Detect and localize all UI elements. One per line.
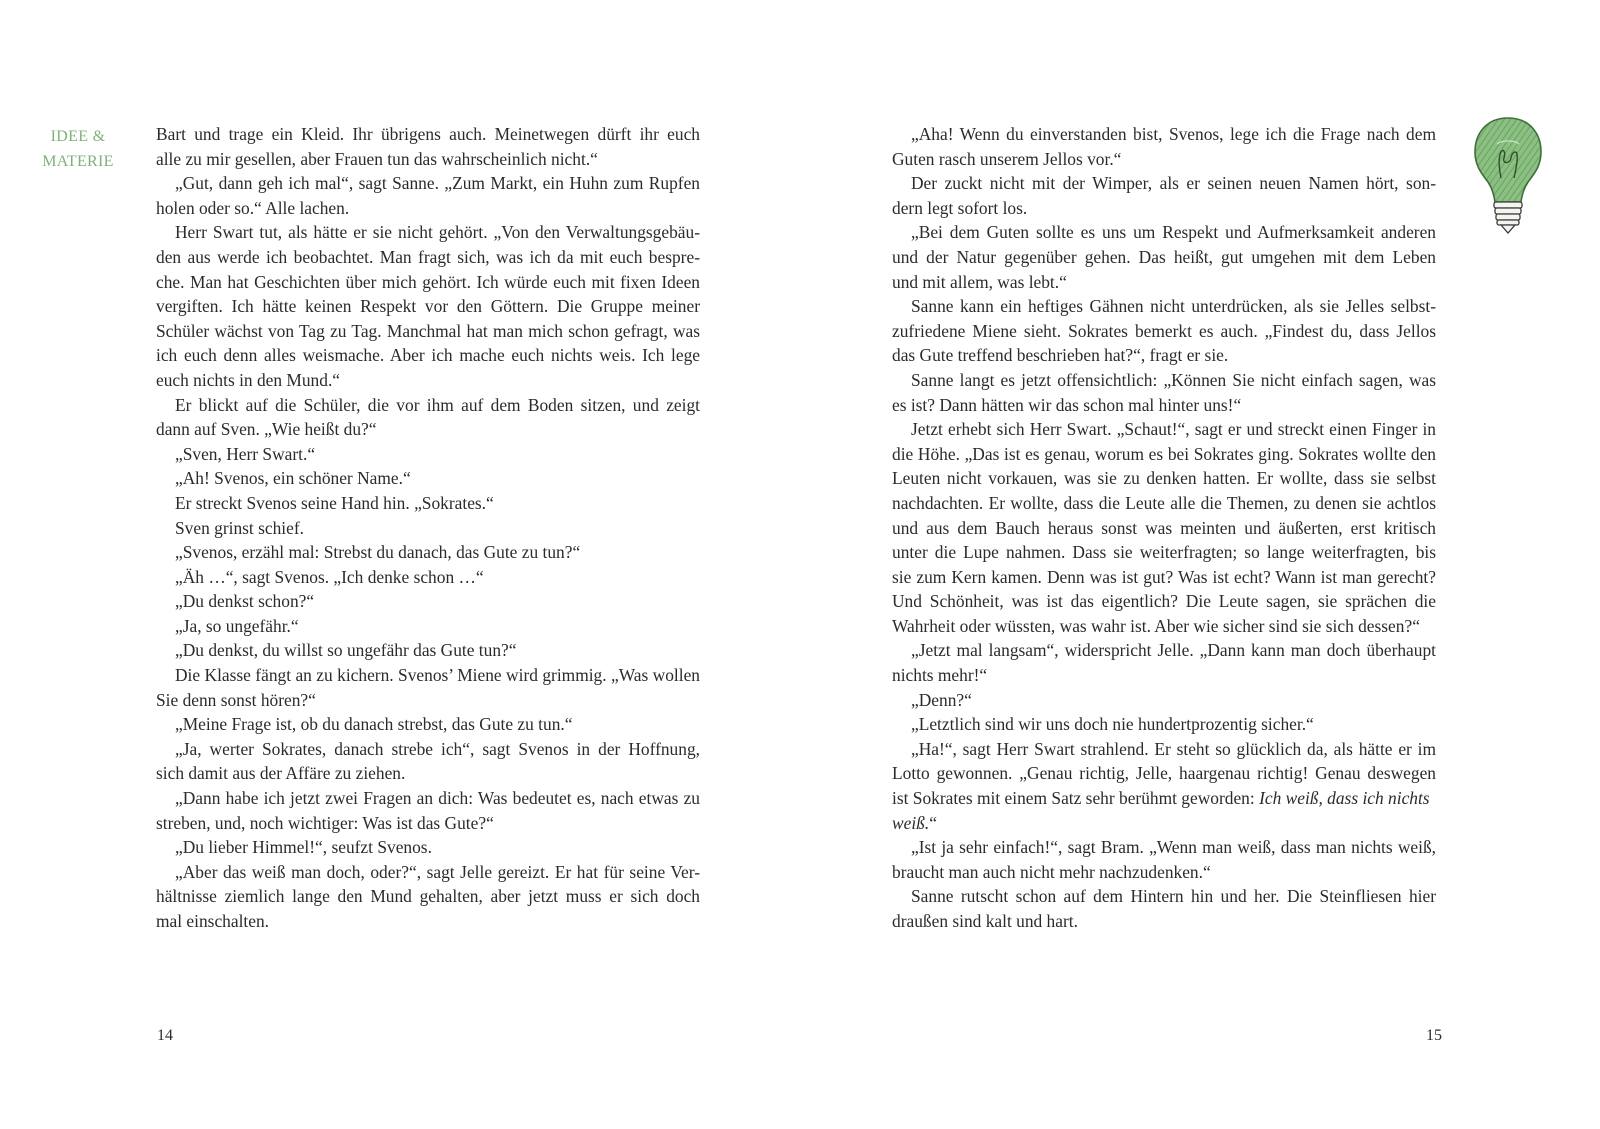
- text-line: die Höhe. „Das ist es genau, worum es bei Sokrates ging. Sokrates wollte den: [892, 443, 1436, 464]
- text-line: ich euch denn alles weismache. Aber ich mache euch nichts weis. Ich lege: [156, 345, 700, 366]
- text-line: Lotto gewonnen. „Genau richtig, Jelle, haargenau richtig! Genau deswegen: [892, 763, 1436, 784]
- text-line: nichts mehr!“: [892, 665, 988, 686]
- text-line: und aus dem Bauch heraus sonst was meinten und äußerten, erst kritisch: [892, 517, 1436, 538]
- text-line: [892, 811, 1436, 836]
- text-line: „Aha! Wenn du einverstanden bist, Svenos, lege ich die Frage nach dem: [911, 124, 1436, 144]
- text-line: Er streckt Svenos seine Hand hin. „Sokrates.“: [175, 492, 494, 513]
- text-line: „Jetzt mal langsam“, widerspricht Jelle. „Dann kann man doch überhaupt: [911, 640, 1436, 661]
- text-line: „Du lieber Himmel!“, seufzt Svenos.: [175, 837, 432, 858]
- text-line: Bart und trage ein Kleid. Ihr übrigens auch. Meinetwegen dürft ihr euch: [156, 124, 700, 144]
- text-line: „Ist ja sehr einfach!“, sagt Bram. „Wenn man weiß, dass man nichts weiß,: [911, 837, 1436, 858]
- text-line: „Du denkst schon?“: [175, 591, 315, 612]
- text-line: Schüler wächst von Tag zu Tag. Manchmal hat man mich schon gefragt, was: [156, 320, 700, 341]
- text-line: Sanne rutscht schon auf dem Hintern hin und her. Die Steinfliesen hier: [911, 886, 1436, 907]
- text-line: Guten rasch unserem Jellos vor.“: [892, 148, 1122, 169]
- section-margin-label: [36, 124, 120, 174]
- text-line: unter die Lupe nahmen. Dass sie weiterfragten; so lange weiterfragten, bis: [892, 542, 1436, 563]
- text-line: „Svenos, erzähl mal: Strebst du danach, das Gute zu tun?“: [175, 542, 581, 563]
- closing-quote: “: [929, 812, 937, 833]
- text-line: draußen sind kalt und hart.: [892, 911, 1078, 931]
- text-line: „Ah! Svenos, ein schöner Name.“: [175, 468, 411, 489]
- text-line: nachdachten. Er wollte, dass die Leute alle die Themen, zu denen sie achtlos: [892, 492, 1436, 513]
- text-line: „Denn?“: [911, 689, 972, 710]
- text-line: „Bei dem Guten sollte es uns um Respekt und Aufmerksamkeit anderen: [911, 222, 1436, 243]
- margin-label-line: IDEE &: [50, 128, 106, 145]
- text-line: Leuten nicht vorkauen, was sie zu denken hatten. Er wollte, dass sie selbst: [892, 468, 1436, 489]
- text-line: dern legt sofort los.: [892, 197, 1028, 218]
- text-line: „Ha!“, sagt Herr Swart strahlend. Er steht so glücklich da, als hätte er im: [911, 738, 1436, 759]
- text-line: es ist? Dann hätten wir das schon mal hinter uns!“: [892, 394, 1242, 415]
- margin-label-line: MATERIE: [42, 153, 114, 170]
- text-line: Und Schönheit, was ist das eigentlich? Die Leute sagen, sie sprächen die: [892, 591, 1436, 612]
- italic-quote: Ich weiß, dass ich nichts: [1259, 788, 1430, 809]
- text-line: Sven grinst schief.: [175, 517, 304, 538]
- text-line: „Letztlich sind wir uns doch nie hundertprozentig sicher.“: [911, 714, 1314, 735]
- text-line: euch nichts in den Mund.“: [156, 369, 341, 390]
- text-line: zufriedene Miene sieht. Sokrates bemerkt es auch. „Findest du, dass Jellos: [892, 320, 1436, 341]
- text-line: Wahrheit oder wüssten, was wahr ist. Aber wie sicher sind sie sich dessen?“: [892, 615, 1420, 636]
- right-text-column: [892, 122, 1436, 934]
- text-line: Sanne langt es jetzt offensichtlich: „Können Sie nicht einfach sagen, was: [911, 369, 1436, 390]
- text-line: [892, 786, 1436, 811]
- text-line: „Meine Frage ist, ob du danach strebst, das Gute zu tun.“: [175, 714, 573, 735]
- text-line: mal einschalten.: [156, 911, 269, 931]
- right-page: [800, 0, 1600, 1129]
- text-line: und mit allem, was lebt.“: [892, 271, 1067, 292]
- text-line: Sie denn sonst hören?“: [156, 689, 316, 710]
- text-line: den aus werde ich beobachtet. Man fragt sich, was ich da mit euch bespre-: [156, 246, 700, 267]
- text-run: ist Sokrates mit einem Satz sehr berühmt geworden:: [892, 788, 1255, 809]
- text-line: „Sven, Herr Swart.“: [175, 443, 316, 464]
- text-line: „Ja, werter Sokrates, danach strebe ich“, sagt Svenos in der Hoffnung,: [175, 738, 700, 759]
- italic-quote: weiß.: [892, 812, 930, 833]
- left-text-column: [156, 122, 700, 934]
- text-line: hältnisse ziemlich lange den Mund gehalten, aber jetzt muss er sich doch: [156, 886, 700, 907]
- text-line: „Ja, so ungefähr.“: [175, 615, 299, 636]
- text-line: che. Man hat Geschichten über mich gehört. Ich würde euch mit fixen Ideen: [156, 271, 700, 292]
- text-line: „Aber das weiß man doch, oder?“, sagt Jelle gereizt. Er hat für seine Ver-: [175, 861, 700, 882]
- lightbulb-icon: [1471, 114, 1545, 236]
- text-line: „Du denkst, du willst so ungefähr das Gute tun?“: [175, 640, 517, 661]
- text-line: Er blickt auf die Schüler, die vor ihm auf dem Boden sitzen, und zeigt: [175, 394, 700, 415]
- text-line: Jetzt erhebt sich Herr Swart. „Schaut!“, sagt er und streckt einen Finger in: [911, 419, 1436, 440]
- page-number: 15: [1426, 1027, 1442, 1044]
- text-line: „Dann habe ich jetzt zwei Fragen an dich: Was bedeutet es, nach etwas zu: [175, 788, 700, 809]
- text-line: braucht man auch nicht mehr nachzudenken.“: [892, 861, 1211, 882]
- text-line: vergiften. Ich hätte keinen Respekt vor den Göttern. Die Gruppe meiner: [156, 296, 700, 317]
- text-line: Die Klasse fängt an zu kichern. Svenos’ Miene wird grimmig. „Was wollen: [175, 665, 700, 686]
- text-line: sie zum Kern kamen. Denn was ist gut? Was ist echt? Wann ist man gerecht?: [892, 566, 1436, 587]
- text-line: „Äh …“, sagt Svenos. „Ich denke schon …“: [175, 566, 484, 587]
- page-number: 14: [157, 1027, 173, 1044]
- text-line: sich damit aus der Affäre zu ziehen.: [156, 763, 406, 784]
- text-line: streben, und, noch wichtiger: Was ist das Gute?“: [156, 812, 494, 833]
- text-line: Der zuckt nicht mit der Wimper, als er seinen neuen Namen hört, son-: [911, 173, 1436, 194]
- text-line: Herr Swart tut, als hätte er sie nicht gehört. „Von den Verwaltungsgebäu-: [175, 222, 700, 243]
- text-line: und der Natur gegenüber gehen. Das heißt, gut umgehen mit dem Leben: [892, 246, 1436, 267]
- text-line: Sanne kann ein heftiges Gähnen nicht unterdrücken, als sie Jelles selbst-: [911, 296, 1436, 317]
- text-line: alle zu mir gesellen, aber Frauen tun das wahrscheinlich nicht.“: [156, 148, 598, 169]
- text-line: „Gut, dann geh ich mal“, sagt Sanne. „Zum Markt, ein Huhn zum Rupfen: [175, 173, 700, 194]
- text-line: dann auf Sven. „Wie heißt du?“: [156, 419, 377, 440]
- text-line: holen oder so.“ Alle lachen.: [156, 197, 350, 218]
- text-line: das Gute treffend beschrieben hat?“, fragt er sie.: [892, 345, 1229, 366]
